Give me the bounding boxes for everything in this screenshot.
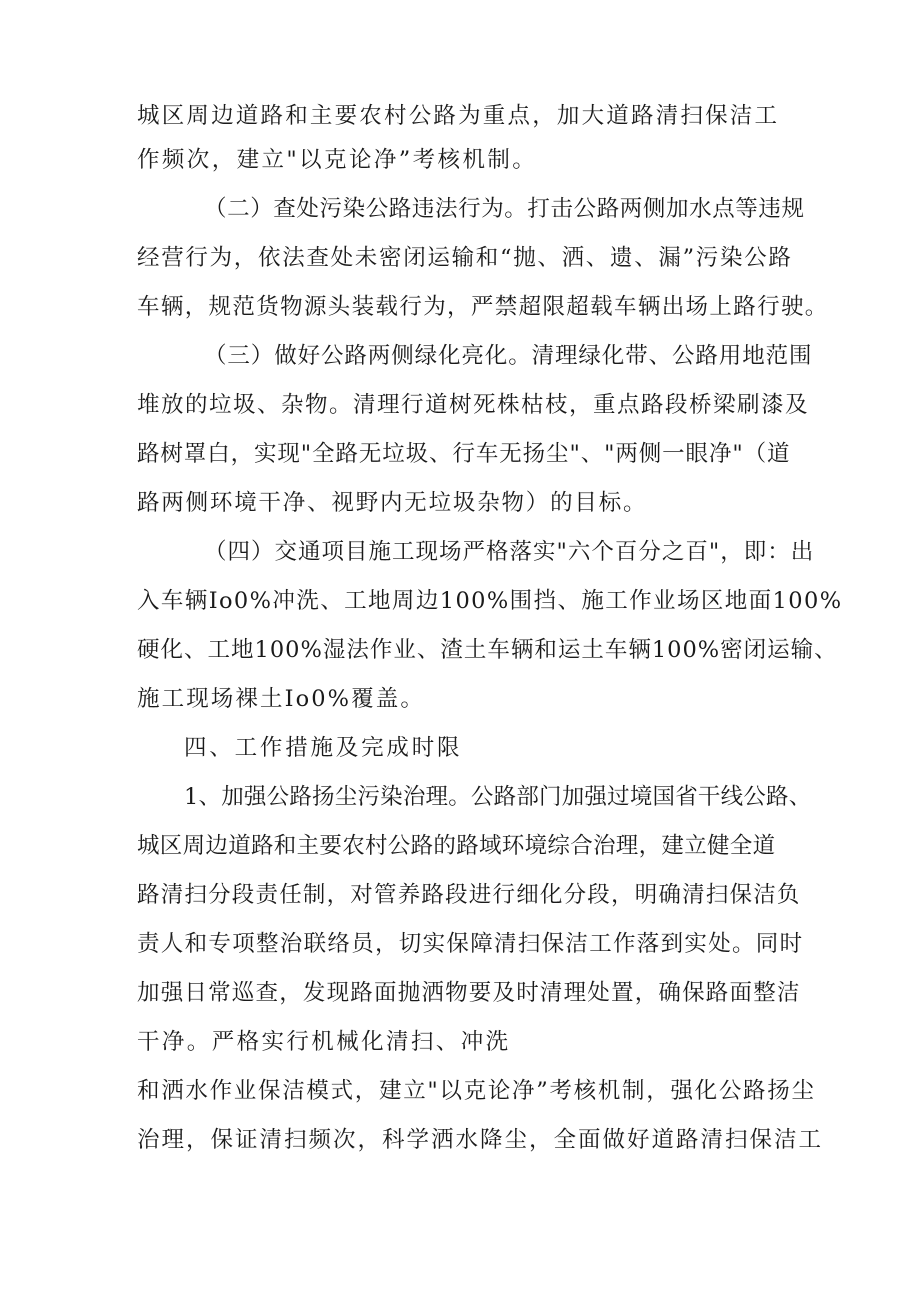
section-heading: 四、工作措施及完成时限	[184, 735, 463, 761]
text-line: 和洒水作业保洁模式，建立"以克论净”考核机制，强化公路扬尘	[137, 1078, 816, 1104]
text-line: 入车辆Io0%冲洗、工地周边100%围挡、施工作业场区地面100%	[137, 588, 843, 614]
text-line: 作频次，建立"以克论净”考核机制。	[137, 147, 538, 173]
text-line: 城区周边道路和主要农村公路的路域环境综合治理，建立健全道	[137, 833, 776, 859]
text-line: 经营行为，依法查处未密闭运输和“抛、洒、遗、漏”污染公路	[137, 245, 793, 271]
text-line: 责人和专项整治联络员，切实保障清扫保洁工作落到实处。同时	[137, 931, 804, 957]
text-line: 治理，保证清扫频次，科学洒水降尘，全面做好道路清扫保洁工	[137, 1127, 824, 1153]
text-line: 施工现场裸土Io0%覆盖。	[137, 686, 425, 712]
text-line: 城区周边道路和主要农村公路为重点，加大道路清扫保洁工	[137, 103, 780, 129]
text-line: 硬化、工地100%湿法作业、渣土车辆和运土车辆100%密闭运输、	[137, 637, 838, 663]
paragraph-start-line: 1、加强公路扬尘污染治理。公路部门加强过境国省干线公路、	[184, 784, 812, 810]
text-line: 加强日常巡查，发现路面抛洒物要及时清理处置，确保路面整洁	[137, 980, 801, 1006]
text-line: 路树罩白，实现"全路无垃圾、行车无扬尘"、"两侧一眼净"（道	[137, 441, 791, 467]
paragraph-start-line: （二）查处污染公路违法行为。打击公路两侧加水点等违规	[204, 196, 805, 222]
text-line: 干净。严格实行机械化清扫、冲洗	[137, 1029, 511, 1055]
text-line: 堆放的垃圾、杂物。清理行道树死株枯枝，重点路段桥梁刷漆及	[137, 392, 810, 418]
text-line: 路两侧环境干净、视野内无垃圾杂物）的目标。	[137, 490, 648, 516]
paragraph-start-line: （四）交通项目施工现场严格落实"六个百分之百"，即：出	[204, 539, 815, 565]
paragraph-start-line: （三）做好公路两侧绿化亮化。清理绿化带、公路用地范围	[204, 343, 813, 369]
text-line: 路清扫分段责任制，对管养路段进行细化分段，明确清扫保洁负	[137, 882, 801, 908]
text-line: 车辆，规范货物源头装载行为，严禁超限超载车辆出场上路行驶。	[137, 294, 829, 320]
